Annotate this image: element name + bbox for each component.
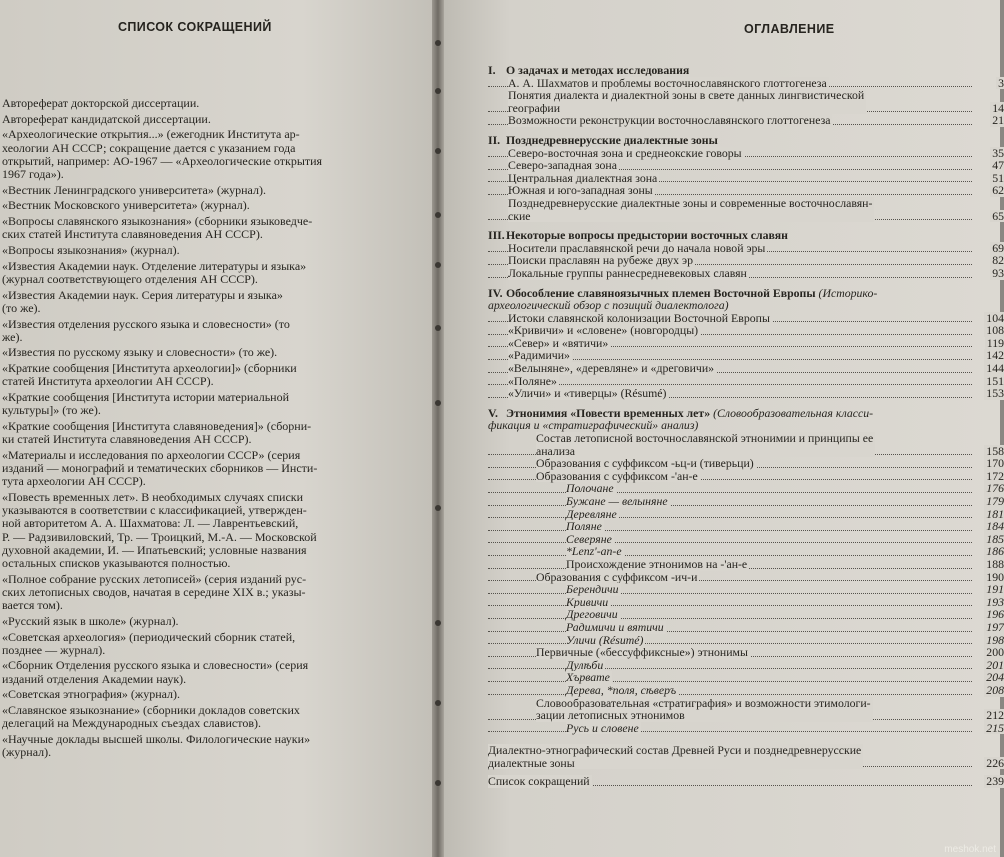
toc-entry <box>488 323 1004 338</box>
toc-entry-text: Поиски праславян на рубеже двух эр <box>508 253 693 268</box>
abbreviation-entry: «Материалы и исследования по археологии СССР» (серия изданий — монографий и тематических сборников — Инсти- тута археологии АН СССР). <box>2 447 318 489</box>
toc-entry-text: Первичные («бессуффиксные») этнонимы <box>536 645 748 660</box>
section-title: Позднедревнерусские диалектные зоны <box>506 132 718 147</box>
toc-entry <box>488 158 1004 173</box>
toc-page-number: 212 <box>986 708 1004 723</box>
toc-section-heading <box>488 287 1000 312</box>
leader-dots <box>488 617 972 619</box>
leader-dots <box>488 491 972 493</box>
toc-entry-text: Состав летописной восточнославянской этнонимии и принципы ее анализа <box>536 431 874 458</box>
binding-hole <box>435 262 441 268</box>
toc-entry-text: Словообразовательная «стратиграфия» и возможности этимологи- зации летописных этнонимов <box>536 695 871 723</box>
section-subtitle: (Историко- археологический обзор с позиций диалектолога) <box>488 285 878 313</box>
toc-entry <box>488 645 1004 660</box>
abbreviation-entry: «Археологические открытия...» (ежегодник Института ар- хеологии АН СССР; сокращение дается с указанием года открытий, например: АО-1967 — «Археологические открытия 1967 года»). <box>2 127 323 182</box>
toc-page-number: 93 <box>992 265 1004 280</box>
abbreviation-entry: «Повесть временных лет». В необходимых случаях списки указываются в соответствии с классификацией, утвержден- ной авторитетом А. А. Шахматова: Л. — Лаврентьевский, Р. — Радзивиловский, Тр. — Троицкий, М.-А. — Московской духовной академии, И. — Ипатьевский; условные названия остальных списков указываются полностью. <box>2 489 317 570</box>
leader-dots <box>488 504 972 506</box>
binding-hole <box>435 148 441 154</box>
toc-page-number: 69 <box>992 240 1004 255</box>
toc-page-number: 208 <box>986 682 1004 697</box>
abbreviation-entry: «Вестник Ленинградского университета» (журнал). <box>2 182 266 197</box>
toc-entry <box>488 531 1004 546</box>
leader-dots <box>488 693 972 695</box>
toc-entry-text: «Радимичи» <box>508 348 570 363</box>
binding-hole <box>435 325 441 331</box>
toc-page-number: 198 <box>986 632 1004 647</box>
toc-page-number: 35 <box>992 145 1004 160</box>
toc-section-heading <box>488 64 1000 77</box>
table-of-contents <box>488 63 1004 794</box>
toc-entry-text: «Уличи» и «тиверцы» (Résumé) <box>508 386 667 401</box>
abbreviation-entry: «Славянское языкознание» (сборники докладов советских делегаций на Международных съездах славистов). <box>2 703 300 731</box>
section-title: Некоторые вопросы предыстории восточных славян <box>506 228 788 243</box>
toc-page-number: 158 <box>986 443 1004 458</box>
toc-entry-text: Позднедревнерусские диалектные зоны и современные восточнославян- ские <box>508 195 873 223</box>
toc-page-number: 119 <box>986 335 1004 350</box>
toc-entry <box>488 594 1004 609</box>
toc-entry-text: Локальные группы раннесредневековых славян <box>508 265 747 280</box>
toc-entry-text: Центральная диалектная зона <box>508 170 658 185</box>
toc-entry-text: Список сокращений <box>488 774 590 789</box>
abbreviation-list <box>2 97 432 762</box>
abbreviation-entry: «Научные доклады высшей школы. Филологические науки» (журнал). <box>2 731 311 760</box>
toc-page-number: 184 <box>986 519 1004 534</box>
toc-page-number: 62 <box>992 183 1004 198</box>
toc-entry <box>488 113 1004 128</box>
section-title: Этнонимия «Повести временных лет» <box>506 405 711 420</box>
leader-dots <box>488 667 972 669</box>
toc-entry-text: «Север» и «вятичи» <box>508 335 609 350</box>
toc-entry-text: Уличи (Résumé) <box>566 632 644 647</box>
toc-entry <box>488 88 1004 115</box>
toc-entry-text: Образования с суффиксом -'ан-е <box>536 468 698 483</box>
abbreviation-entry: «Полное собрание русских летописей» (серия изданий рус- ских летописных сводов, начатая в середине XIX в.; указы- вается том). <box>2 571 307 613</box>
toc-entry-text: Радимичи и вятичи <box>566 619 664 634</box>
toc-entry-text: Северо-западная зона <box>508 158 617 173</box>
leader-dots <box>488 529 972 531</box>
leader-dots <box>488 730 972 732</box>
toc-entry <box>488 386 1004 401</box>
toc-page-number: 193 <box>986 594 1004 609</box>
toc-entry <box>488 195 1004 223</box>
toc-entry <box>488 582 1004 597</box>
toc-entry-text: «Поляне» <box>508 373 557 388</box>
abbreviation-entry: «Вопросы языкознания» (журнал). <box>2 243 180 258</box>
toc-page-number: 191 <box>986 582 1004 597</box>
toc-page-number: 215 <box>986 720 1004 735</box>
toc-entry-text: Дреговичи <box>566 607 618 622</box>
section-number: I. <box>488 63 496 77</box>
toc-entry-text: Северяне <box>566 531 612 546</box>
leader-dots <box>488 383 972 385</box>
toc-entry-text: Бужане — велыняне <box>566 494 668 508</box>
abbreviation-entry: «Советская археология» (периодический сборник статей, позднее — журнал). <box>2 629 296 657</box>
toc-entry-text: А. А. Шахматов и проблемы восточнославянского глоттогенеза <box>508 75 827 90</box>
toc-entry <box>488 720 1004 735</box>
toc-entry <box>488 456 1004 471</box>
abbreviation-entry: «Сборник Отделения русского языка и словесности» (серия изданий отделения Академии наук). <box>2 658 309 686</box>
toc-entry-text: Понятия диалекта и диалектной зоны в свете данных лингвистической географии <box>508 88 865 115</box>
toc-entry <box>488 619 1004 634</box>
abbreviation-entry: «Русский язык в школе» (журнал). <box>2 613 179 628</box>
toc-page-number: 181 <box>986 506 1004 521</box>
toc-entry-text: Носители праславянской речи до начала новой эры <box>508 240 766 255</box>
toc-entry-text: Истоки славянской колонизации Восточной Европы <box>508 310 770 325</box>
toc-entry-text: Образования с суффиксом -ьц-и (тиверьци) <box>536 456 754 471</box>
toc-page-number: 65 <box>992 208 1004 223</box>
toc-page-number: 179 <box>986 494 1004 508</box>
toc-entry-text: Образования с суффиксом -ич-и <box>536 569 698 584</box>
toc-entry-text: Поляне <box>566 519 602 534</box>
toc-entry-text: Деревляне <box>566 506 617 521</box>
toc-entry-text: Возможности реконструкции восточнославянского глоттогенеза <box>508 113 831 128</box>
toc-entry <box>488 774 1004 789</box>
toc-entry-text: «Кривичи» и «словене» (новгородцы) <box>508 323 699 338</box>
toc-entry <box>488 670 1004 685</box>
toc-entry <box>488 743 1004 770</box>
leader-dots <box>488 541 972 543</box>
toc-page-number: 21 <box>992 113 1004 128</box>
toc-entry <box>488 431 1004 458</box>
abbreviation-entry: «Советская этнография» (журнал). <box>2 687 181 702</box>
section-title: О задачах и методах исследования <box>506 63 690 77</box>
toc-page-number: 14 <box>992 100 1004 115</box>
toc-page-number: 204 <box>986 670 1004 685</box>
binding-hole <box>435 620 441 626</box>
leader-dots <box>488 642 972 644</box>
toc-page-number: 104 <box>986 310 1004 325</box>
toc-entry-text: Кривичи <box>566 594 609 609</box>
abbreviation-entry: «Вестник Московского университета» (журнал). <box>2 198 250 213</box>
toc-entry <box>488 481 1004 496</box>
abbreviation-entry: «Известия Академии наук. Отделение литературы и языка» (журнал соответствующего отделения АН СССР). <box>2 258 307 286</box>
section-number: V. <box>488 405 498 420</box>
toc-page-number: 239 <box>986 774 1004 789</box>
section-number: IV. <box>488 285 503 300</box>
contents-title: ОГЛАВЛЕНИЕ <box>744 22 835 36</box>
section-subtitle: (Словообразовательная класси- фикация и «стратиграфический» анализ) <box>488 405 874 433</box>
toc-entry <box>488 506 1004 521</box>
left-page <box>0 0 432 857</box>
toc-page-number: 172 <box>986 468 1004 483</box>
section-title: Обособление славяноязычных племен Восточной Европы <box>506 285 816 300</box>
binding-hole <box>435 780 441 786</box>
leader-dots <box>488 554 972 556</box>
abbreviation-entry: Автореферат докторской диссертации. <box>2 96 200 110</box>
binding-hole <box>435 88 441 94</box>
abbreviation-entry: «Известия по русскому языку и словесности» (то же). <box>2 345 278 360</box>
toc-section-heading <box>488 407 1000 432</box>
toc-entry-text: «Велыняне», «деревляне» и «дреговичи» <box>508 361 715 376</box>
toc-section-heading <box>488 229 1000 242</box>
toc-page-number: 201 <box>986 657 1004 672</box>
toc-entry <box>488 265 1004 280</box>
toc-page-number: 47 <box>992 158 1004 173</box>
toc-entry <box>488 657 1004 672</box>
abbreviation-entry: «Краткие сообщения [Института археологии]» (сборники статей Института археологии АН СССР). <box>2 361 297 389</box>
toc-entry-text: Дулѣби <box>566 657 604 672</box>
toc-page-number: 82 <box>992 253 1004 268</box>
toc-page-number: 142 <box>986 348 1004 363</box>
book-spine <box>432 0 444 857</box>
abbreviation-entry: «Краткие сообщения [Института славяноведения]» (сборни- ки статей Института славяноведения АН СССР). <box>2 418 312 447</box>
toc-page-number: 200 <box>986 645 1004 660</box>
toc-entry <box>488 682 1004 697</box>
leader-dots <box>488 604 972 606</box>
watermark: meshok.net <box>944 844 996 855</box>
binding-hole <box>435 400 441 406</box>
toc-entry <box>488 695 1004 723</box>
toc-page-number: 226 <box>986 755 1004 770</box>
toc-page-number: 176 <box>986 481 1004 496</box>
leader-dots <box>488 592 972 594</box>
abbreviation-entry: Автореферат кандидатской диссертации. <box>2 111 211 126</box>
abbreviation-entry: «Вопросы славянского языкознания» (сборники языковедче- ских статей Института славяноведения АН СССР). <box>2 214 313 242</box>
section-number: II. <box>488 132 501 147</box>
toc-page-number: 185 <box>986 531 1004 546</box>
toc-page-number: 197 <box>986 619 1004 634</box>
toc-entry-text: Полочане <box>566 481 614 496</box>
toc-entry-text: Дерева, *поля, сѣверъ <box>566 682 677 697</box>
leader-dots <box>488 630 972 632</box>
toc-page-number: 190 <box>986 569 1004 584</box>
section-number: III. <box>488 228 505 243</box>
toc-entry-text: Русь и словене <box>566 720 639 735</box>
binding-hole <box>435 40 441 46</box>
toc-entry <box>488 607 1004 622</box>
toc-entry-text: Хървате <box>566 670 610 685</box>
toc-page-number: 196 <box>986 607 1004 622</box>
toc-entry <box>488 569 1004 584</box>
toc-entry-text: Происхождение этнонимов на -'ан-е <box>566 556 748 571</box>
toc-entry-text: Северо-восточная зона и среднеокские говоры <box>508 145 742 160</box>
toc-page-number: 144 <box>986 361 1004 376</box>
binding-hole <box>435 212 441 218</box>
toc-page-number: 3 <box>998 75 1004 90</box>
toc-entry-text: Диалектно-этнографический состав Древней Руси и позднедревнерусские диалектные зоны <box>488 743 862 770</box>
toc-entry-text: Берендичи <box>566 582 619 597</box>
toc-section-heading <box>488 134 1000 147</box>
toc-entry <box>488 519 1004 534</box>
toc-entry-text: Южная и юго-западная зоны <box>508 183 653 198</box>
toc-page-number: 170 <box>986 456 1004 471</box>
leader-dots <box>488 680 972 682</box>
toc-page-number: 51 <box>992 170 1004 185</box>
abbreviation-entry: «Краткие сообщения [Института истории материальной культуры]» (то же). <box>2 390 290 418</box>
toc-entry <box>488 468 1004 483</box>
toc-entry-text: *Lenz'-an-e <box>566 544 622 559</box>
abbreviation-entry: «Известия Академии наук. Серия литературы и языка» (то же). <box>2 287 283 315</box>
toc-page-number: 151 <box>986 373 1004 388</box>
abbreviations-title: СПИСОК СОКРАЩЕНИЙ <box>118 20 272 34</box>
toc-page-number: 188 <box>986 556 1004 571</box>
toc-page-number: 153 <box>986 386 1004 401</box>
toc-entry <box>488 556 1004 571</box>
toc-page-number: 186 <box>986 544 1004 559</box>
toc-entry <box>488 494 1004 508</box>
abbreviation-entry: «Известия отделения русского языка и словесности» (то же). <box>2 316 290 344</box>
toc-entry <box>488 361 1004 376</box>
leader-dots <box>488 516 972 518</box>
binding-hole <box>435 700 441 706</box>
binding-hole <box>435 505 441 511</box>
toc-page-number: 108 <box>986 323 1004 338</box>
